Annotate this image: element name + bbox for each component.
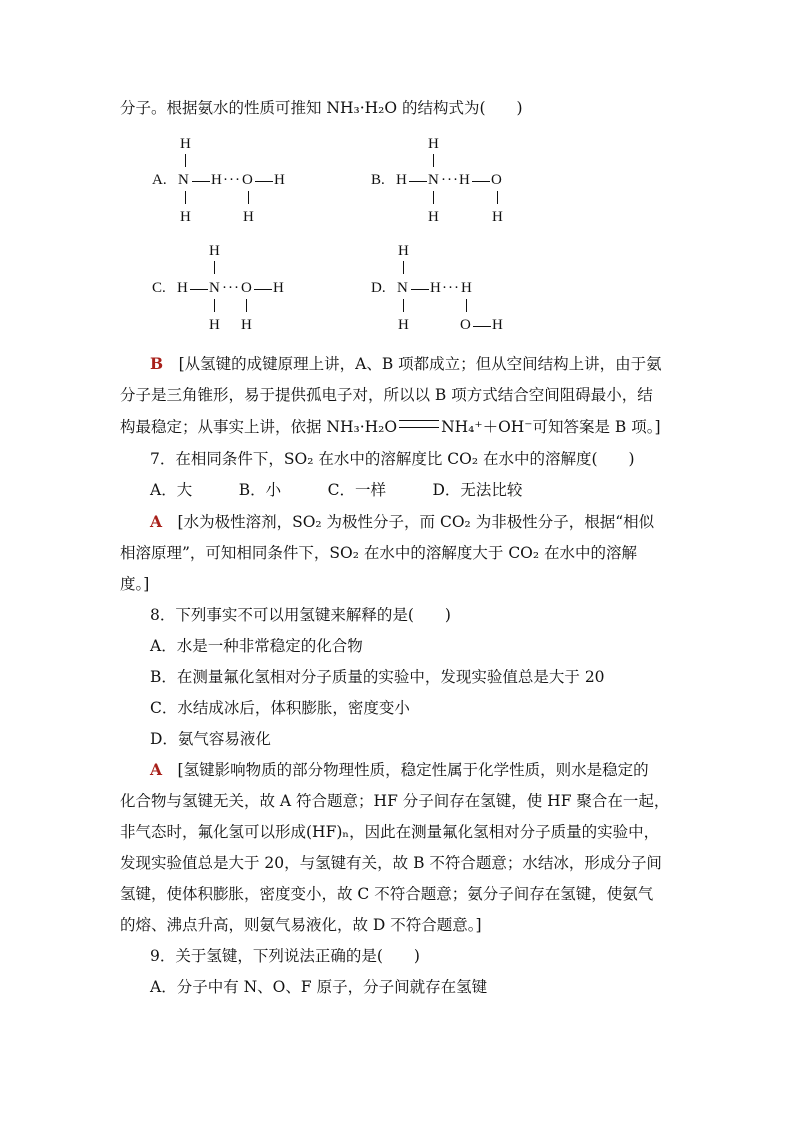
q8-explanation-line-2: 化合物与氢键无关，故 A 符合题意；HF 分子间存在氢键，使 HF 聚合在一起，: [120, 792, 670, 810]
q6-stem: 分子。根据氨水的性质可推知 NH₃·H₂O 的结构式为( ): [120, 99, 523, 117]
q6-explanation-line-1: B [从氢键的成键原理上讲，A、B 项都成立；但从空间结构上讲，由于氨: [150, 354, 662, 373]
q6-explanation-line-2: 分子是三角锥形，易于提供孤电子对，所以以 B 项方式结合空间阻碍最小，结: [120, 386, 653, 404]
q8-explanation-line-4: 发现实验值总是大于 20，与氢键有关，故 B 不符合题意；水结冰，形成分子间: [120, 854, 662, 872]
q7-explanation-line-3: 度。]: [120, 575, 150, 593]
q8-explanation-line-6: 的熔、沸点升高，则氨气易液化，故 D 不符合题意。]: [120, 916, 482, 934]
option-label-a: A.: [152, 172, 167, 188]
q7-stem: 7．在相同条件下，SO₂ 在水中的溶解度比 CO₂ 在水中的溶解度( ): [150, 450, 635, 468]
q8-answer: A: [150, 760, 163, 779]
option-label-c: C.: [152, 280, 166, 296]
q8-explanation-line-1: A [氢键影响物质的部分物理性质，稳定性属于化学性质，则水是稳定的: [150, 760, 649, 779]
q7-explanation-line-2: 相溶原理”，可知相同条件下，SO₂ 在水中的溶解度大于 CO₂ 在水中的溶解: [120, 544, 638, 562]
q7-answer: A: [150, 512, 163, 531]
q7-explanation-line-1: A [水为极性溶剂，SO₂ 为极性分子，而 CO₂ 为非极性分子，根据“相似: [150, 512, 655, 531]
q8-explanation-line-5: 氢键，使体积膨胀，密度变小，故 C 不符合题意；氨分子间存在氢键，使氨气: [120, 885, 654, 903]
q9-option-a: A．分子中有 N、O、F 原子，分子间就存在氢键: [150, 978, 488, 996]
q8-option-b: B．在测量氟化氢相对分子质量的实验中，发现实验值总是大于 20: [150, 668, 605, 686]
q6-answer: B: [150, 354, 164, 373]
q8-option-d: D．氨气容易液化: [150, 730, 271, 748]
equilibrium-arrow-icon: [399, 420, 439, 428]
option-label-d: D.: [371, 280, 386, 296]
q9-stem: 9．关于氢键，下列说法正确的是( ): [150, 947, 420, 965]
q7-options: A．大 B．小 C．一样 D．无法比较: [150, 481, 523, 499]
option-label-b: B.: [371, 172, 385, 188]
q8-stem: 8．下列事实不可以用氢键来解释的是( ): [150, 606, 451, 624]
q6-explanation-line-3: 构最稳定；从事实上讲，依据 NH₃·H₂O NH₄⁺＋OH⁻可知答案是 B 项。]: [120, 418, 661, 436]
q8-explanation-line-3: 非气态时，氟化氢可以形成(HF)ₙ，因此在测量氟化氢相对分子质量的实验中，: [120, 823, 660, 841]
q8-option-a: A．水是一种非常稳定的化合物: [150, 637, 363, 655]
q8-option-c: C．水结成冰后，体积膨胀，密度变小: [150, 699, 410, 717]
